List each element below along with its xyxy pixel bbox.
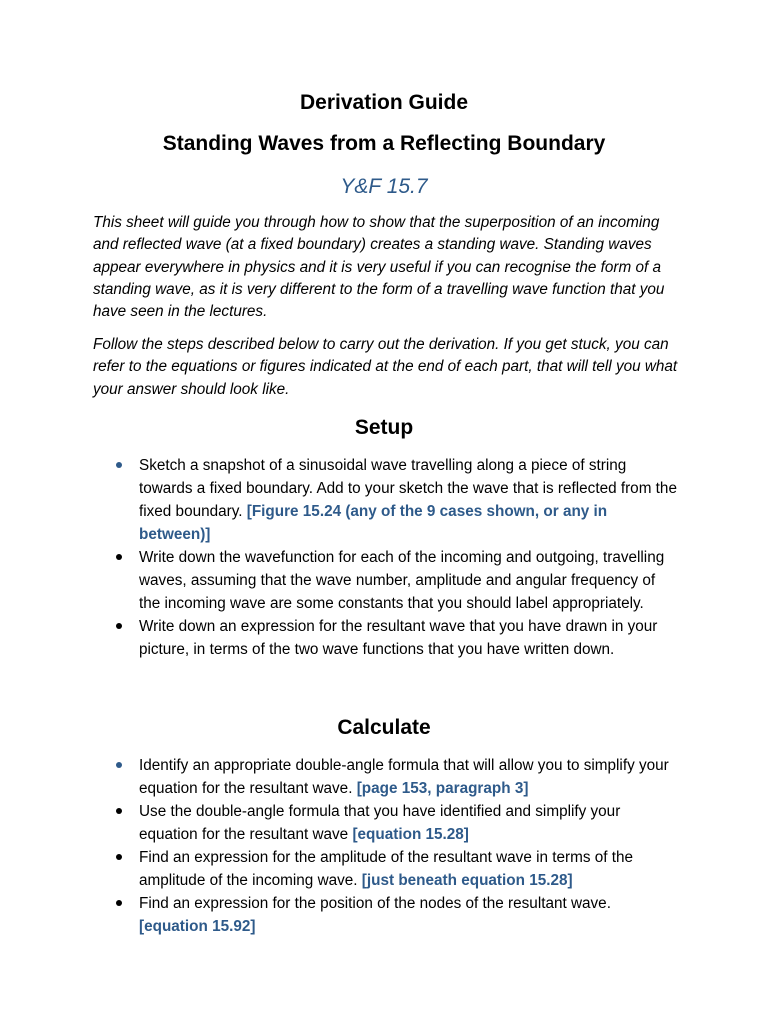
bullet-icon — [116, 808, 122, 814]
bullet-icon — [116, 854, 122, 860]
calculate-item-reference: [page 153, paragraph 3] — [356, 780, 529, 797]
bullet-icon — [116, 623, 122, 629]
setup-item-1 — [0, 454, 680, 546]
setup-item-reference: [Figure 15.24 (any of the 9 cases shown, or any in between)] — [139, 503, 608, 543]
calculate-item-2 — [0, 800, 680, 846]
calculate-item-text: Find an expression for the position of the nodes of the resultant wave. — [139, 895, 611, 912]
bullet-icon — [116, 900, 122, 906]
calculate-item-reference: [equation 15.92] — [139, 918, 256, 935]
setup-item-2 — [0, 546, 680, 615]
calculate-heading: Calculate — [337, 716, 431, 739]
intro-paragraph-2: Follow the steps described below to carry out the derivation. If you get stuck, you can refer to the equations or figures indicated at the end of each part, that will tell you what your answer should look like. — [93, 336, 678, 398]
setup-item-text: Sketch a snapshot of a sinusoidal wave travelling along a piece of string towards a fixed boundary. Add to your sketch the wave that is reflected from the fixed boundary. — [139, 457, 677, 520]
calculate-item-reference: [just beneath equation 15.28] — [361, 872, 573, 889]
setup-item-3 — [0, 615, 680, 661]
setup-item-text: Write down the wavefunction for each of the incoming and outgoing, travelling waves, assuming that the wave number, amplitude and angular frequency of the incoming wave are some constants that you should label appropriately. — [139, 549, 665, 612]
bullet-icon — [116, 762, 122, 768]
page-title: Derivation Guide — [299, 91, 469, 114]
calculate-item-3 — [0, 846, 680, 892]
calculate-item-text: Find an expression for the amplitude of the resultant wave in terms of the amplitude of the incoming wave. — [139, 849, 634, 889]
calculate-list — [0, 754, 768, 938]
intro-paragraph-1: This sheet will guide you through how to show that the superposition of an incoming and reflected wave (at a fixed boundary) creates a standing wave. Standing waves appear everywhere in physics and it is very useful if you can recognise the form of a standing wave, as it is very different to the form of a travelling wave function that you have seen in the lectures. — [93, 214, 665, 321]
textbook-reference: Y&F 15.7 — [340, 175, 428, 198]
calculate-item-4 — [0, 892, 680, 938]
setup-heading: Setup — [354, 416, 414, 439]
bullet-icon — [116, 554, 122, 560]
bullet-icon — [116, 462, 122, 468]
setup-list — [0, 454, 768, 661]
calculate-item-text: Identify an appropriate double-angle formula that will allow you to simplify your equation for the resultant wave. — [139, 757, 669, 797]
calculate-item-1 — [0, 754, 680, 800]
page-subtitle: Standing Waves from a Reflecting Boundary — [162, 132, 606, 155]
calculate-item-text: Use the double-angle formula that you have identified and simplify your equation for the resultant wave — [139, 803, 621, 843]
calculate-item-reference: [equation 15.28] — [352, 826, 469, 843]
setup-item-text: Write down an expression for the resultant wave that you have drawn in your picture, in terms of the two wave functions that you have written down. — [139, 618, 658, 658]
